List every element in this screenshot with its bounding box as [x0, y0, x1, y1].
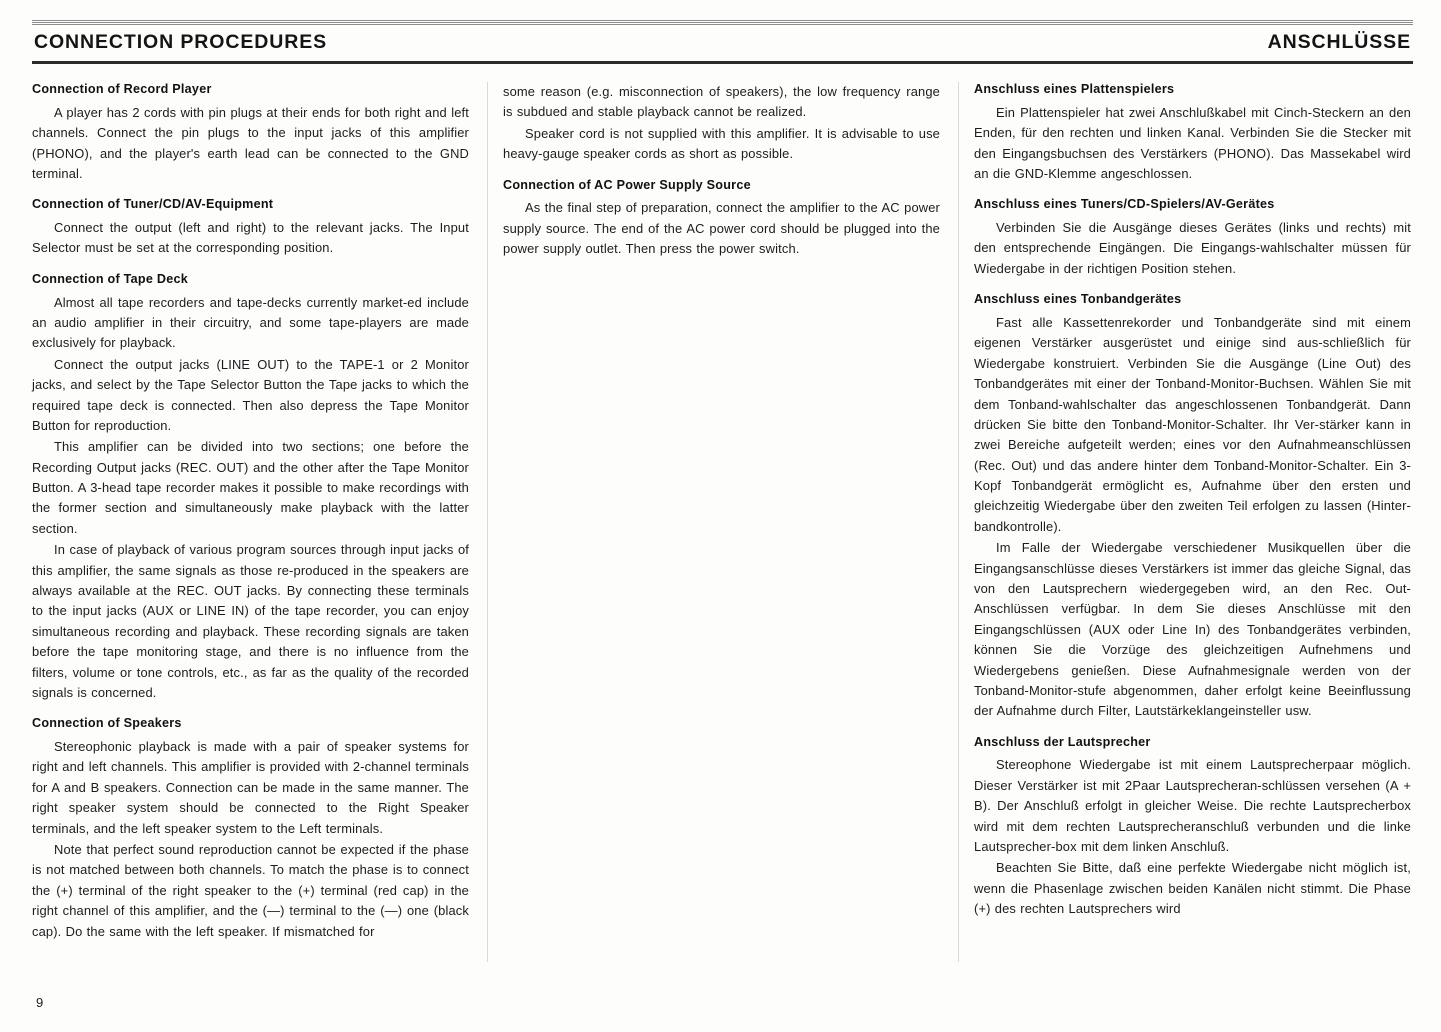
section-paragraph: Beachten Sie Bitte, daß eine perfekte Wiedergabe nicht möglich ist, wenn die Phasenlage zwischen beiden Kanälen nicht stimmt. Die Phase (+) des rechten Lautsprechers wird	[974, 860, 1411, 917]
header-bottom-rule	[32, 61, 1413, 64]
section-paragraph: Connect the output (left and right) to the relevant jacks. The Input Selector must be set at the corresponding position.	[32, 220, 469, 256]
section-connection-ac-power	[503, 178, 940, 260]
section-heading: Connection of Tuner/CD/AV-Equipment	[32, 197, 274, 212]
section-paragraph: In case of playback of various program sources through input jacks of this amplifier, the same signals as those re-produced in the speakers are always available at the REC. OUT jacks. By connecting these terminals to the input jacks (AUX or LINE IN) of the tape recorder, you can enjoy simultaneous recording and playback. These recording signals are taken before the tape monitoring stage, and there is no influence from the filters, volume or tone controls, etc., as far as the quality of the recorded signals is concerned.	[32, 542, 469, 700]
section-paragraph: Stereophone Wiedergabe ist mit einem Lautsprecherpaar möglich. Dieser Verstärker ist mit 2Paar Lautsprecheran-schlüssen versehen (A + B). Der Anschluß erfolgt in gleicher Weise. Die rechte Lautsprecherbox wird mit dem rechten Lautsprecheranschluß verbunden und die linke Lautsprecher-box mit dem linken Anschluß.	[974, 757, 1411, 855]
section-paragraph: Speaker cord is not supplied with this amplifier. It is advisable to use heavy-gauge speaker cords as short as possible.	[503, 125, 940, 162]
section-paragraph: Im Falle der Wiedergabe verschiedener Musikquellen über die Eingangsanschlüsse dieses Verstärkers ist immer das gleiche Signal, das von den Lautsprechern wiedergegeben wird, an den Rec. Out-Anschlüssen verfügbar. In dem Sie dieses Anschlüsse mit den Eingangschlüssen (AUX oder Line In) des Tonbandgerätes verbinden, können Sie die Vorzüge des gleichzeitigen Aufnehmens und Wiedergebens genießen. Diese Aufnahmesignale werden von der Tonband-Monitor-stufe abgenommen, daher erfolgt keine Beeinflussung der Aufnahme durch Filter, Lautstärkeklangeinsteller usw.	[974, 540, 1411, 719]
section-heading: Anschluss eines Tuners/CD-Spielers/AV-Gerätes	[974, 197, 1275, 212]
section-heading: Connection of Record Player	[32, 82, 212, 96]
section-heading: Anschluss der Lautsprecher	[974, 734, 1151, 749]
column-two	[503, 82, 940, 987]
section-connection-speakers	[32, 716, 469, 942]
section-anschluss-tonbandgeraet	[974, 292, 1411, 722]
section-anschluss-lautsprecher	[974, 735, 1411, 920]
section-anschluss-plattenspieler	[974, 82, 1411, 184]
page-header	[32, 20, 1413, 64]
section-paragraph: Fast alle Kassettenrekorder und Tonbandgeräte sind mit einem eigenen Verstärker ausgerüstet und einige sind aus-schließlich für Wiedergabe konstruiert. Verbinden Sie die Ausgänge (Line Out) des Tonbandgerätes mit einer der Tonband-Monitor-Buchsen. Wählen Sie mit dem Tonband-wahlschalter das angeschlossenen Tonbandgerät. Dann drücken Sie bitte den Tonband-Monitor-Schalter. Ihr Ver-stärker kann in zwei Bereiche aufgeteilt werden; eines vor den Aufnahmeanschlüssen (Rec. Out) und das andere hinter dem Tonband-Monitor-Schalter. Ein 3-Kopf Tonbandgerät ermöglicht es, Aufnahme über den ersten und gleichzeitig Wiedergabe über den zweiten Teil erfolgen zu lassen (Hinter-bandkontrolle).	[974, 314, 1411, 534]
header-top-rule	[32, 20, 1413, 25]
header-title-english: CONNECTION PROCEDURES	[34, 31, 328, 53]
section-paragraph: Ein Plattenspieler hat zwei Anschlußkabel mit Cinch-Steckern an den Enden, für den rechten und linken Kanal. Verbinden Sie die Stecker mit den Eingangsbuchsen des Verstärkers (PHONO). Das Massekabel wird an die GND-Klemme angeschlossen.	[974, 104, 1411, 181]
section-heading: Anschluss eines Tonbandgerätes	[974, 292, 1182, 307]
section-paragraph: Almost all tape recorders and tape-decks currently market-ed include an audio amplifier in their circuitry, and some tape-players are made exclusively for playback.	[32, 294, 469, 351]
column-three	[974, 82, 1411, 987]
section-paragraph: This amplifier can be divided into two sections; one before the Recording Output jacks (REC. OUT) and the other after the Tape Monitor Button. A 3-head tape recorder makes it possible to make recordings with the former section and simultaneously make playback with the latter section.	[32, 439, 469, 536]
column-one	[32, 82, 469, 987]
section-paragraph: Verbinden Sie die Ausgänge dieses Gerätes (links und rechts) mit den entsprechende Eingängen. Die Eingangs-wahlschalter müssen für Wiedergabe in der richtigen Position stehen.	[974, 220, 1411, 276]
header-title-german: ANSCHLÜSSE	[1267, 31, 1411, 53]
section-heading: Connection of Speakers	[32, 716, 182, 731]
section-heading: Anschluss eines Plattenspielers	[974, 82, 1175, 96]
section-paragraph: A player has 2 cords with pin plugs at their ends for both right and left channels. Connect the pin plugs to the input jacks of this amplifier (PHONO), and the player's earth lead can be connected to the GND terminal.	[32, 104, 469, 181]
section-heading: Connection of Tape Deck	[32, 271, 188, 286]
text-columns	[32, 82, 1413, 987]
section-paragraph: Stereophonic playback is made with a pair of speaker systems for right and left channels. This amplifier is provided with 2-channel terminals for A and B speakers. Connection can be made in the same manner. The right speaker system should be connected to the Right Speaker terminals, and the left speaker system to the Left terminals.	[32, 739, 469, 836]
section-connection-record-player	[32, 82, 469, 184]
section-connection-tuner-cd-av	[32, 197, 469, 259]
section-paragraph: Connect the output jacks (LINE OUT) to the TAPE-1 or 2 Monitor jacks, and select by the Tape Selector Button the Tape jacks to which the required tape deck is connected. Then also depress the Tape Monitor Button for reproduction.	[32, 356, 469, 433]
section-heading: Connection of AC Power Supply Source	[503, 177, 751, 192]
section-anschluss-tuner-cd-av	[974, 197, 1411, 279]
section-connection-tape-deck	[32, 272, 469, 704]
section-paragraph: some reason (e.g. misconnection of speakers), the low frequency range is subdued and stable playback cannot be realized.	[503, 84, 940, 120]
section-paragraph: Note that perfect sound reproduction cannot be expected if the phase is not matched between both channels. To match the phase is to connect the (+) terminal of the right speaker to the (+) terminal (red cap) in the right channel of this amplifier, and the (—) terminal to the (—) one (black cap). Do the same with the left speaker. If mismatched for	[32, 842, 469, 939]
section-speakers-continued	[503, 82, 940, 165]
page-number: 9	[36, 995, 44, 1010]
section-paragraph: As the final step of preparation, connect the amplifier to the AC power supply source. The end of the AC power cord should be plugged into the power supply outlet. Then press the power switch.	[503, 200, 940, 257]
